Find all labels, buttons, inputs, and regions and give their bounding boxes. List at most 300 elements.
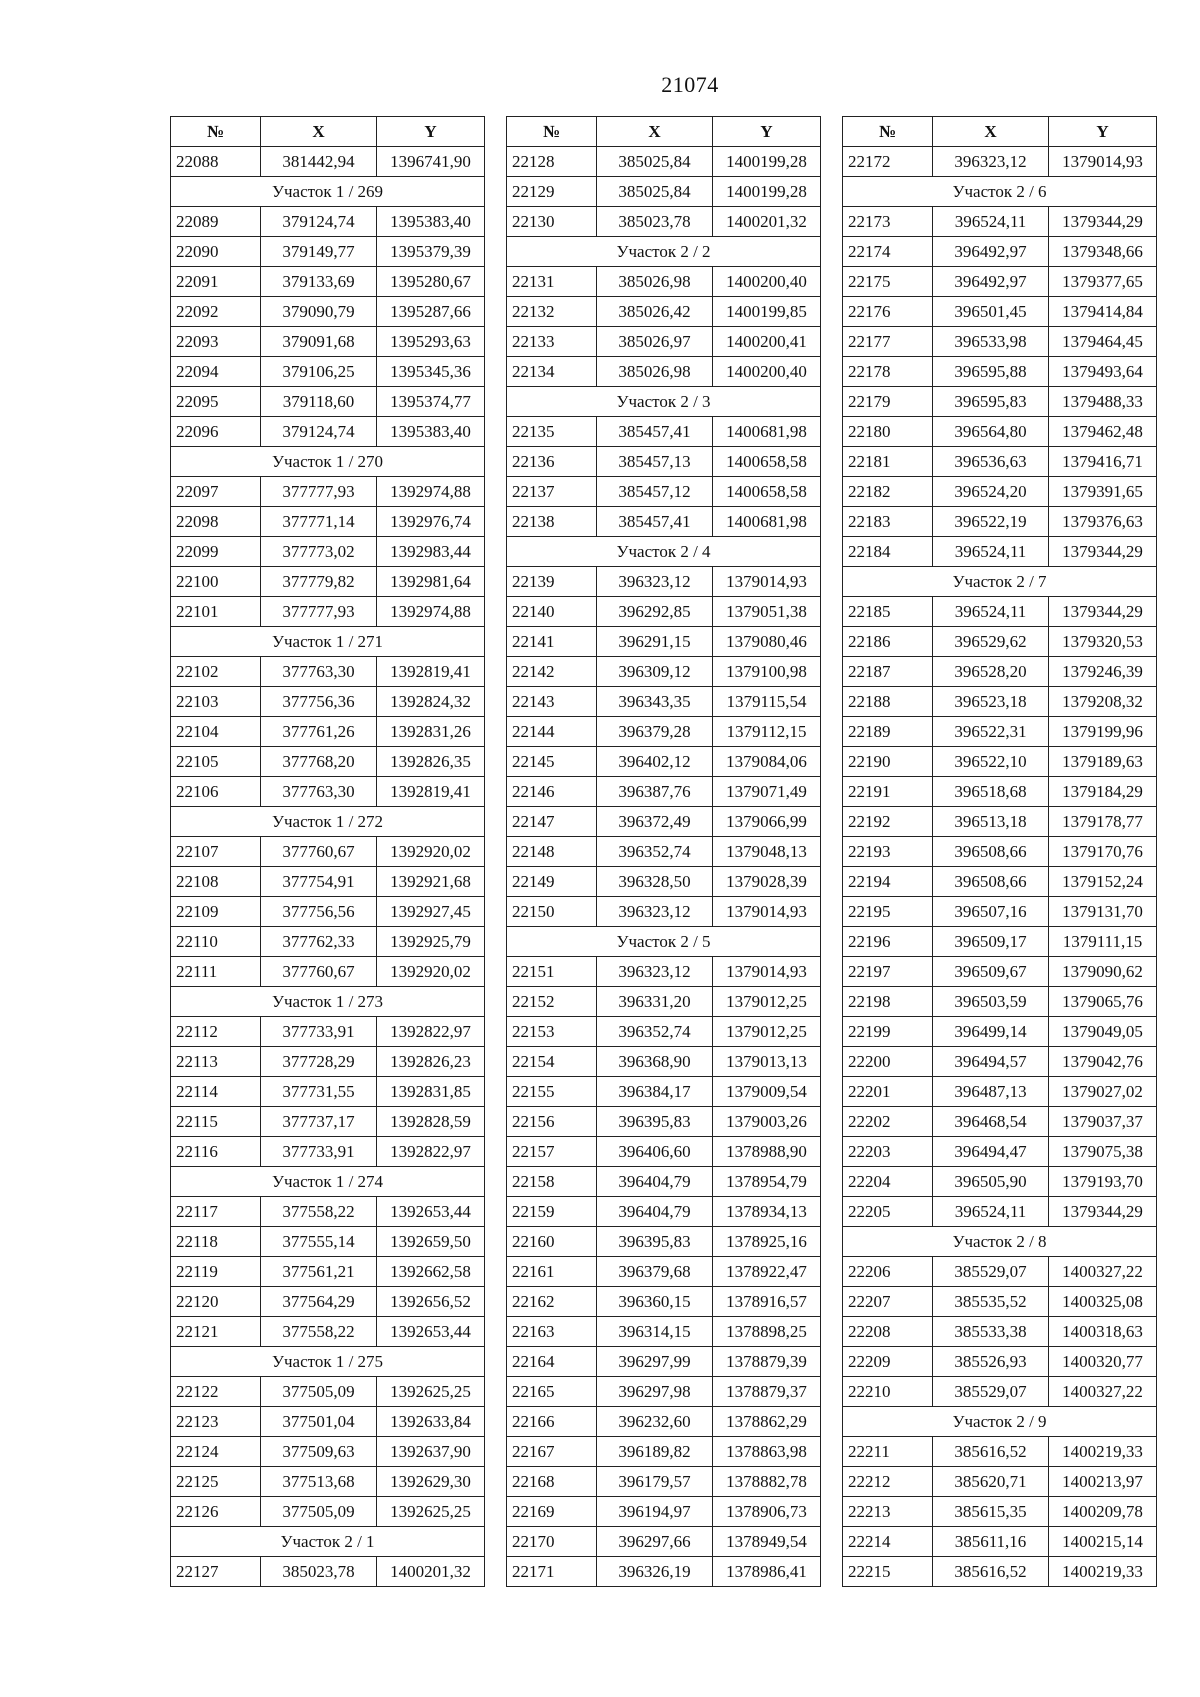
y-coordinate: 1379344,29 [1049, 207, 1157, 237]
point-number: 22152 [507, 987, 597, 1017]
point-number: 22136 [507, 447, 597, 477]
y-coordinate: 1379115,54 [713, 687, 821, 717]
table-row [171, 507, 485, 537]
table-row [507, 1107, 821, 1137]
point-number: 22157 [507, 1137, 597, 1167]
y-coordinate: 1400219,33 [1049, 1437, 1157, 1467]
table-row [507, 1557, 821, 1587]
y-coordinate: 1400658,58 [713, 477, 821, 507]
table-row [843, 987, 1157, 1017]
table-row [843, 327, 1157, 357]
point-number: 22172 [843, 147, 933, 177]
table-row [843, 417, 1157, 447]
point-number: 22180 [843, 417, 933, 447]
table-row [843, 267, 1157, 297]
point-number: 22144 [507, 717, 597, 747]
x-coordinate: 396395,83 [597, 1107, 713, 1137]
y-coordinate: 1378898,25 [713, 1317, 821, 1347]
x-coordinate: 396379,28 [597, 717, 713, 747]
point-number: 22169 [507, 1497, 597, 1527]
y-coordinate: 1379075,38 [1049, 1137, 1157, 1167]
y-coordinate: 1400199,85 [713, 297, 821, 327]
y-coordinate: 1400327,22 [1049, 1377, 1157, 1407]
x-coordinate: 396297,98 [597, 1377, 713, 1407]
y-coordinate: 1379112,15 [713, 717, 821, 747]
point-number: 22165 [507, 1377, 597, 1407]
point-number: 22121 [171, 1317, 261, 1347]
y-coordinate: 1400199,28 [713, 177, 821, 207]
x-coordinate: 385457,13 [597, 447, 713, 477]
table-row [843, 627, 1157, 657]
table-row [507, 1527, 821, 1557]
y-coordinate: 1379084,06 [713, 747, 821, 777]
x-coordinate: 396194,97 [597, 1497, 713, 1527]
y-coordinate: 1379014,93 [713, 957, 821, 987]
x-coordinate: 377513,68 [261, 1467, 377, 1497]
x-coordinate: 396533,98 [933, 327, 1049, 357]
point-number: 22174 [843, 237, 933, 267]
table-row [507, 987, 821, 1017]
point-number: 22151 [507, 957, 597, 987]
header-y: Y [1049, 117, 1157, 147]
point-number: 22156 [507, 1107, 597, 1137]
table-row [843, 657, 1157, 687]
point-number: 22177 [843, 327, 933, 357]
table-row [171, 747, 485, 777]
point-number: 22139 [507, 567, 597, 597]
section-row [843, 567, 1157, 597]
y-coordinate: 1379013,13 [713, 1047, 821, 1077]
y-coordinate: 1400320,77 [1049, 1347, 1157, 1377]
point-number: 22213 [843, 1497, 933, 1527]
table-row [171, 897, 485, 927]
x-coordinate: 377501,04 [261, 1407, 377, 1437]
y-coordinate: 1379348,66 [1049, 237, 1157, 267]
x-coordinate: 396352,74 [597, 837, 713, 867]
coordinate-tables [170, 116, 1150, 1596]
table-row [171, 687, 485, 717]
y-coordinate: 1379152,24 [1049, 867, 1157, 897]
y-coordinate: 1379344,29 [1049, 537, 1157, 567]
x-coordinate: 396372,49 [597, 807, 713, 837]
point-number: 22189 [843, 717, 933, 747]
y-coordinate: 1379208,32 [1049, 687, 1157, 717]
x-coordinate: 377509,63 [261, 1437, 377, 1467]
table-row [843, 1017, 1157, 1047]
x-coordinate: 377733,91 [261, 1137, 377, 1167]
y-coordinate: 1392974,88 [377, 477, 485, 507]
table-row [507, 1377, 821, 1407]
x-coordinate: 396524,20 [933, 477, 1049, 507]
x-coordinate: 396529,62 [933, 627, 1049, 657]
table-row [507, 177, 821, 207]
table-row [171, 297, 485, 327]
table-row [171, 147, 485, 177]
table-row [843, 1257, 1157, 1287]
x-coordinate: 377754,91 [261, 867, 377, 897]
x-coordinate: 396595,88 [933, 357, 1049, 387]
x-coordinate: 379124,74 [261, 417, 377, 447]
y-coordinate: 1378906,73 [713, 1497, 821, 1527]
x-coordinate: 396352,74 [597, 1017, 713, 1047]
y-coordinate: 1392826,23 [377, 1047, 485, 1077]
y-coordinate: 1379028,39 [713, 867, 821, 897]
table-row [843, 597, 1157, 627]
point-number: 22118 [171, 1227, 261, 1257]
x-coordinate: 396297,99 [597, 1347, 713, 1377]
y-coordinate: 1395345,36 [377, 357, 485, 387]
table-row [171, 237, 485, 267]
table-row [843, 1077, 1157, 1107]
point-number: 22108 [171, 867, 261, 897]
section-row [171, 1167, 485, 1197]
section-title: Участок 2 / 1 [171, 1527, 485, 1557]
header-x: X [261, 117, 377, 147]
table-row [843, 537, 1157, 567]
table-row [171, 657, 485, 687]
y-coordinate: 1392981,64 [377, 567, 485, 597]
y-coordinate: 1400200,40 [713, 357, 821, 387]
y-coordinate: 1379193,70 [1049, 1167, 1157, 1197]
y-coordinate: 1395383,40 [377, 207, 485, 237]
table-row [171, 927, 485, 957]
section-title: Участок 2 / 3 [507, 387, 821, 417]
x-coordinate: 385023,78 [597, 207, 713, 237]
point-number: 22192 [843, 807, 933, 837]
x-coordinate: 396323,12 [933, 147, 1049, 177]
y-coordinate: 1379170,76 [1049, 837, 1157, 867]
point-number: 22120 [171, 1287, 261, 1317]
point-number: 22134 [507, 357, 597, 387]
section-row [507, 237, 821, 267]
y-coordinate: 1392831,26 [377, 717, 485, 747]
x-coordinate: 396384,17 [597, 1077, 713, 1107]
x-coordinate: 396528,20 [933, 657, 1049, 687]
point-number: 22148 [507, 837, 597, 867]
x-coordinate: 377762,33 [261, 927, 377, 957]
x-coordinate: 396314,15 [597, 1317, 713, 1347]
point-number: 22179 [843, 387, 933, 417]
point-number: 22173 [843, 207, 933, 237]
x-coordinate: 396509,67 [933, 957, 1049, 987]
point-number: 22170 [507, 1527, 597, 1557]
y-coordinate: 1392920,02 [377, 957, 485, 987]
point-number: 22095 [171, 387, 261, 417]
table-row [507, 1287, 821, 1317]
point-number: 22203 [843, 1137, 933, 1167]
table-row [843, 477, 1157, 507]
point-number: 22117 [171, 1197, 261, 1227]
y-coordinate: 1379199,96 [1049, 717, 1157, 747]
point-number: 22111 [171, 957, 261, 987]
y-coordinate: 1378879,39 [713, 1347, 821, 1377]
point-number: 22186 [843, 627, 933, 657]
section-title: Участок 1 / 274 [171, 1167, 485, 1197]
x-coordinate: 396395,83 [597, 1227, 713, 1257]
point-number: 22131 [507, 267, 597, 297]
point-number: 22149 [507, 867, 597, 897]
x-coordinate: 377779,82 [261, 567, 377, 597]
y-coordinate: 1379037,37 [1049, 1107, 1157, 1137]
table-row [507, 1407, 821, 1437]
section-row [171, 987, 485, 1017]
point-number: 22171 [507, 1557, 597, 1587]
x-coordinate: 385023,78 [261, 1557, 377, 1587]
table-row [843, 297, 1157, 327]
x-coordinate: 381442,94 [261, 147, 377, 177]
y-coordinate: 1379376,63 [1049, 507, 1157, 537]
table-row [171, 1227, 485, 1257]
x-coordinate: 377505,09 [261, 1377, 377, 1407]
point-number: 22159 [507, 1197, 597, 1227]
header-row [507, 117, 821, 147]
point-number: 22211 [843, 1437, 933, 1467]
point-number: 22119 [171, 1257, 261, 1287]
point-number: 22114 [171, 1077, 261, 1107]
header-number: № [171, 117, 261, 147]
table-row [843, 507, 1157, 537]
table-row [507, 837, 821, 867]
y-coordinate: 1379049,05 [1049, 1017, 1157, 1047]
x-coordinate: 396368,90 [597, 1047, 713, 1077]
y-coordinate: 1400213,97 [1049, 1467, 1157, 1497]
table-row [843, 447, 1157, 477]
y-coordinate: 1392976,74 [377, 507, 485, 537]
point-number: 22183 [843, 507, 933, 537]
point-number: 22115 [171, 1107, 261, 1137]
table-row [843, 237, 1157, 267]
point-number: 22164 [507, 1347, 597, 1377]
point-number: 22130 [507, 207, 597, 237]
table-row [507, 1047, 821, 1077]
point-number: 22102 [171, 657, 261, 687]
table-row [507, 1137, 821, 1167]
table-row [843, 897, 1157, 927]
point-number: 22194 [843, 867, 933, 897]
header-row [843, 117, 1157, 147]
x-coordinate: 396189,82 [597, 1437, 713, 1467]
x-coordinate: 379124,74 [261, 207, 377, 237]
table-row [171, 1107, 485, 1137]
table-row [171, 1257, 485, 1287]
y-coordinate: 1379080,46 [713, 627, 821, 657]
table-row [843, 1467, 1157, 1497]
y-coordinate: 1400325,08 [1049, 1287, 1157, 1317]
point-number: 22109 [171, 897, 261, 927]
y-coordinate: 1379014,93 [713, 897, 821, 927]
table-row [507, 1227, 821, 1257]
table-row [507, 657, 821, 687]
point-number: 22138 [507, 507, 597, 537]
x-coordinate: 377761,26 [261, 717, 377, 747]
table-row [171, 1377, 485, 1407]
y-coordinate: 1379131,70 [1049, 897, 1157, 927]
x-coordinate: 385615,35 [933, 1497, 1049, 1527]
section-title: Участок 2 / 8 [843, 1227, 1157, 1257]
y-coordinate: 1379048,13 [713, 837, 821, 867]
y-coordinate: 1392625,25 [377, 1377, 485, 1407]
y-coordinate: 1379003,26 [713, 1107, 821, 1137]
x-coordinate: 377555,14 [261, 1227, 377, 1257]
point-number: 22153 [507, 1017, 597, 1047]
point-number: 22099 [171, 537, 261, 567]
y-coordinate: 1379178,77 [1049, 807, 1157, 837]
section-row [843, 1227, 1157, 1257]
x-coordinate: 396487,13 [933, 1077, 1049, 1107]
y-coordinate: 1379027,02 [1049, 1077, 1157, 1107]
table-row [507, 447, 821, 477]
y-coordinate: 1392819,41 [377, 777, 485, 807]
y-coordinate: 1400681,98 [713, 507, 821, 537]
table-row [507, 1437, 821, 1467]
x-coordinate: 385457,41 [597, 417, 713, 447]
y-coordinate: 1400200,40 [713, 267, 821, 297]
y-coordinate: 1378934,13 [713, 1197, 821, 1227]
table-row [843, 1497, 1157, 1527]
y-coordinate: 1400215,14 [1049, 1527, 1157, 1557]
point-number: 22122 [171, 1377, 261, 1407]
point-number: 22127 [171, 1557, 261, 1587]
header-y: Y [377, 117, 485, 147]
x-coordinate: 396494,47 [933, 1137, 1049, 1167]
y-coordinate: 1379246,39 [1049, 657, 1157, 687]
y-coordinate: 1379051,38 [713, 597, 821, 627]
y-coordinate: 1379344,29 [1049, 597, 1157, 627]
y-coordinate: 1395293,63 [377, 327, 485, 357]
y-coordinate: 1400318,63 [1049, 1317, 1157, 1347]
point-number: 22104 [171, 717, 261, 747]
point-number: 22212 [843, 1467, 933, 1497]
point-number: 22193 [843, 837, 933, 867]
y-coordinate: 1392927,45 [377, 897, 485, 927]
table-row [171, 1437, 485, 1467]
point-number: 22097 [171, 477, 261, 507]
table-row [507, 417, 821, 447]
y-coordinate: 1392625,25 [377, 1497, 485, 1527]
point-number: 22128 [507, 147, 597, 177]
table-row [843, 207, 1157, 237]
point-number: 22198 [843, 987, 933, 1017]
table-row [507, 1497, 821, 1527]
table-row [843, 387, 1157, 417]
table-row [843, 1167, 1157, 1197]
point-number: 22093 [171, 327, 261, 357]
point-number: 22167 [507, 1437, 597, 1467]
y-coordinate: 1378916,57 [713, 1287, 821, 1317]
x-coordinate: 385026,98 [597, 357, 713, 387]
table-row [843, 1317, 1157, 1347]
point-number: 22158 [507, 1167, 597, 1197]
table-row [843, 777, 1157, 807]
x-coordinate: 396509,17 [933, 927, 1049, 957]
y-coordinate: 1379111,15 [1049, 927, 1157, 957]
table-row [171, 537, 485, 567]
y-coordinate: 1378922,47 [713, 1257, 821, 1287]
table-row [507, 357, 821, 387]
y-coordinate: 1395379,39 [377, 237, 485, 267]
table-row [171, 357, 485, 387]
y-coordinate: 1392653,44 [377, 1197, 485, 1227]
table-row [507, 747, 821, 777]
point-number: 22101 [171, 597, 261, 627]
point-number: 22160 [507, 1227, 597, 1257]
table-row [171, 207, 485, 237]
point-number: 22197 [843, 957, 933, 987]
x-coordinate: 396499,14 [933, 1017, 1049, 1047]
y-coordinate: 1395280,67 [377, 267, 485, 297]
table-row [171, 777, 485, 807]
point-number: 22091 [171, 267, 261, 297]
x-coordinate: 396522,19 [933, 507, 1049, 537]
y-coordinate: 1392921,68 [377, 867, 485, 897]
x-coordinate: 396536,63 [933, 447, 1049, 477]
point-number: 22150 [507, 897, 597, 927]
y-coordinate: 1379042,76 [1049, 1047, 1157, 1077]
point-number: 22140 [507, 597, 597, 627]
x-coordinate: 377760,67 [261, 957, 377, 987]
point-number: 22187 [843, 657, 933, 687]
y-coordinate: 1392828,59 [377, 1107, 485, 1137]
point-number: 22137 [507, 477, 597, 507]
x-coordinate: 377558,22 [261, 1317, 377, 1347]
y-coordinate: 1378986,41 [713, 1557, 821, 1587]
x-coordinate: 377731,55 [261, 1077, 377, 1107]
table-row [171, 1047, 485, 1077]
x-coordinate: 379106,25 [261, 357, 377, 387]
section-row [171, 807, 485, 837]
header-number: № [843, 117, 933, 147]
y-coordinate: 1379090,62 [1049, 957, 1157, 987]
y-coordinate: 1379462,48 [1049, 417, 1157, 447]
x-coordinate: 396494,57 [933, 1047, 1049, 1077]
y-coordinate: 1392629,30 [377, 1467, 485, 1497]
x-coordinate: 396513,18 [933, 807, 1049, 837]
x-coordinate: 377728,29 [261, 1047, 377, 1077]
table-row [507, 867, 821, 897]
point-number: 22133 [507, 327, 597, 357]
x-coordinate: 396343,35 [597, 687, 713, 717]
section-title: Участок 2 / 7 [843, 567, 1157, 597]
point-number: 22206 [843, 1257, 933, 1287]
table-row [507, 1197, 821, 1227]
x-coordinate: 396309,12 [597, 657, 713, 687]
x-coordinate: 396404,79 [597, 1197, 713, 1227]
x-coordinate: 377777,93 [261, 597, 377, 627]
section-row [843, 177, 1157, 207]
y-coordinate: 1379012,25 [713, 1017, 821, 1047]
section-title: Участок 2 / 5 [507, 927, 821, 957]
section-title: Участок 1 / 273 [171, 987, 485, 1017]
x-coordinate: 385526,93 [933, 1347, 1049, 1377]
section-row [171, 627, 485, 657]
x-coordinate: 396564,80 [933, 417, 1049, 447]
y-coordinate: 1379009,54 [713, 1077, 821, 1107]
x-coordinate: 379118,60 [261, 387, 377, 417]
x-coordinate: 377561,21 [261, 1257, 377, 1287]
y-coordinate: 1379065,76 [1049, 987, 1157, 1017]
page-number: 21074 [661, 72, 719, 97]
point-number: 22098 [171, 507, 261, 537]
x-coordinate: 379091,68 [261, 327, 377, 357]
point-number: 22202 [843, 1107, 933, 1137]
section-row [171, 1347, 485, 1377]
x-coordinate: 396524,11 [933, 597, 1049, 627]
y-coordinate: 1378862,29 [713, 1407, 821, 1437]
point-number: 22210 [843, 1377, 933, 1407]
section-title: Участок 1 / 275 [171, 1347, 485, 1377]
coordinate-table-2 [506, 116, 821, 1587]
point-number: 22110 [171, 927, 261, 957]
